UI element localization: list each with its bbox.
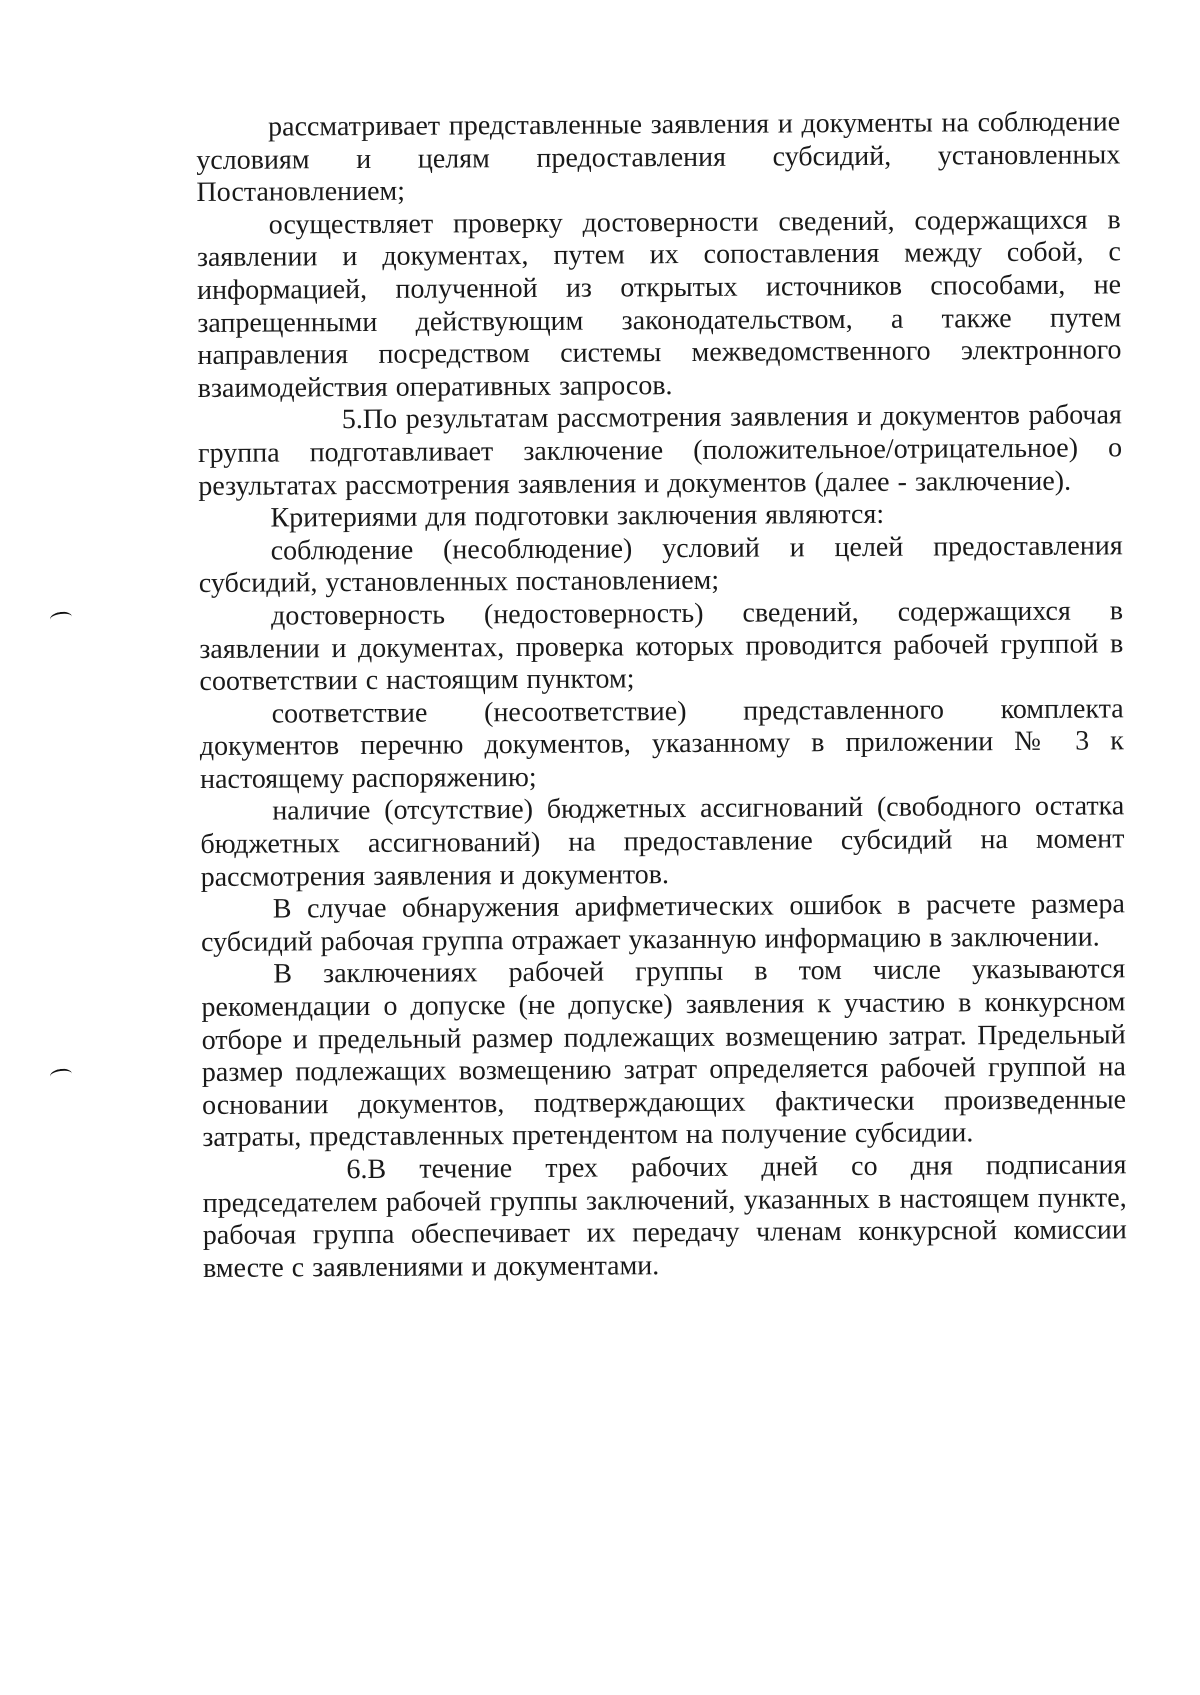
paragraph-numbered [202, 1149, 1127, 1285]
paragraph [199, 595, 1124, 698]
paragraph-text: соответствие (несоответствие) представленного комплекта документов перечню документов, указанному в приложении № 3 к настоящему распоряжению; [199, 693, 1124, 795]
paragraph-text: В течение трех рабочих дней со дня подписания председателем рабочей группы заключений, указанных в настоящем пункте, рабочая группа обеспечивает их передачу членам конкурсной комиссии вместе с заявлениями и документами. [202, 1149, 1127, 1284]
paragraph-text: осуществляет проверку достоверности сведений, содержащихся в заявлении и документах, путем их сопоставления между собой, с информацией, полученной из открытых источников способами, не запрещенными действующим законодательством, а также путем направления посредством системы межведомственного электронного взаимодействия оперативных запросов. [196, 204, 1122, 404]
paragraph [200, 693, 1125, 796]
paragraph-numbered [198, 400, 1123, 503]
paragraph-number: 6. [346, 1153, 368, 1186]
paragraph-text: соблюдение (несоблюдение) условий и целей предоставления субсидий, установленных постановлением; [198, 530, 1123, 600]
document-body [196, 106, 1127, 1285]
punch-hole-mark [49, 611, 72, 626]
paragraph-text: В заключениях рабочей группы в том числе указываются рекомендации о допуске (не допуске) заявления к участию в конкурсном отборе и предельный размер подлежащих возмещению затрат. Предельный размер подлежащих возмещению затрат определяется рабочей группой на основании документов, подтверждающих фактически произведенные затраты, представленных претендентом на получение субсидии. [201, 953, 1127, 1154]
paragraph-text: достоверность (недостоверность) сведений, содержащихся в заявлении и документах, проверка которых проводится рабочей группой в соответствии с настоящим пунктом; [199, 595, 1124, 698]
paragraph-text: рассматривает представленные заявления и документы на соблюдение условиям и целям предоставления субсидий, установленных Постановлением; [196, 106, 1121, 209]
paragraph [201, 889, 1125, 960]
paragraph [197, 204, 1122, 405]
paragraph [201, 954, 1126, 1155]
paragraph [199, 530, 1123, 601]
paragraph [200, 791, 1125, 894]
paragraph-text: наличие (отсутствие) бюджетных ассигнований (свободного остатка бюджетных ассигнований) на предоставление субсидий на момент рассмотрения заявления и документов. [200, 790, 1125, 893]
paragraph-number: 5. [341, 404, 363, 436]
punch-hole-mark [49, 1068, 72, 1083]
paragraph-text: В случае обнаружения арифметических ошибок в расчете размера субсидий рабочая группа отражает указанную информацию в заключении. [200, 888, 1125, 958]
paragraph-text: Критериями для подготовки заключения являются: [270, 498, 885, 534]
paragraph [196, 106, 1121, 209]
paragraph-text: По результатам рассмотрения заявления и документов рабочая группа подготавливает заключение (положительное/отрицательное) о результатах рассмотрения заявления и документов (далее - заключение). [197, 399, 1123, 502]
